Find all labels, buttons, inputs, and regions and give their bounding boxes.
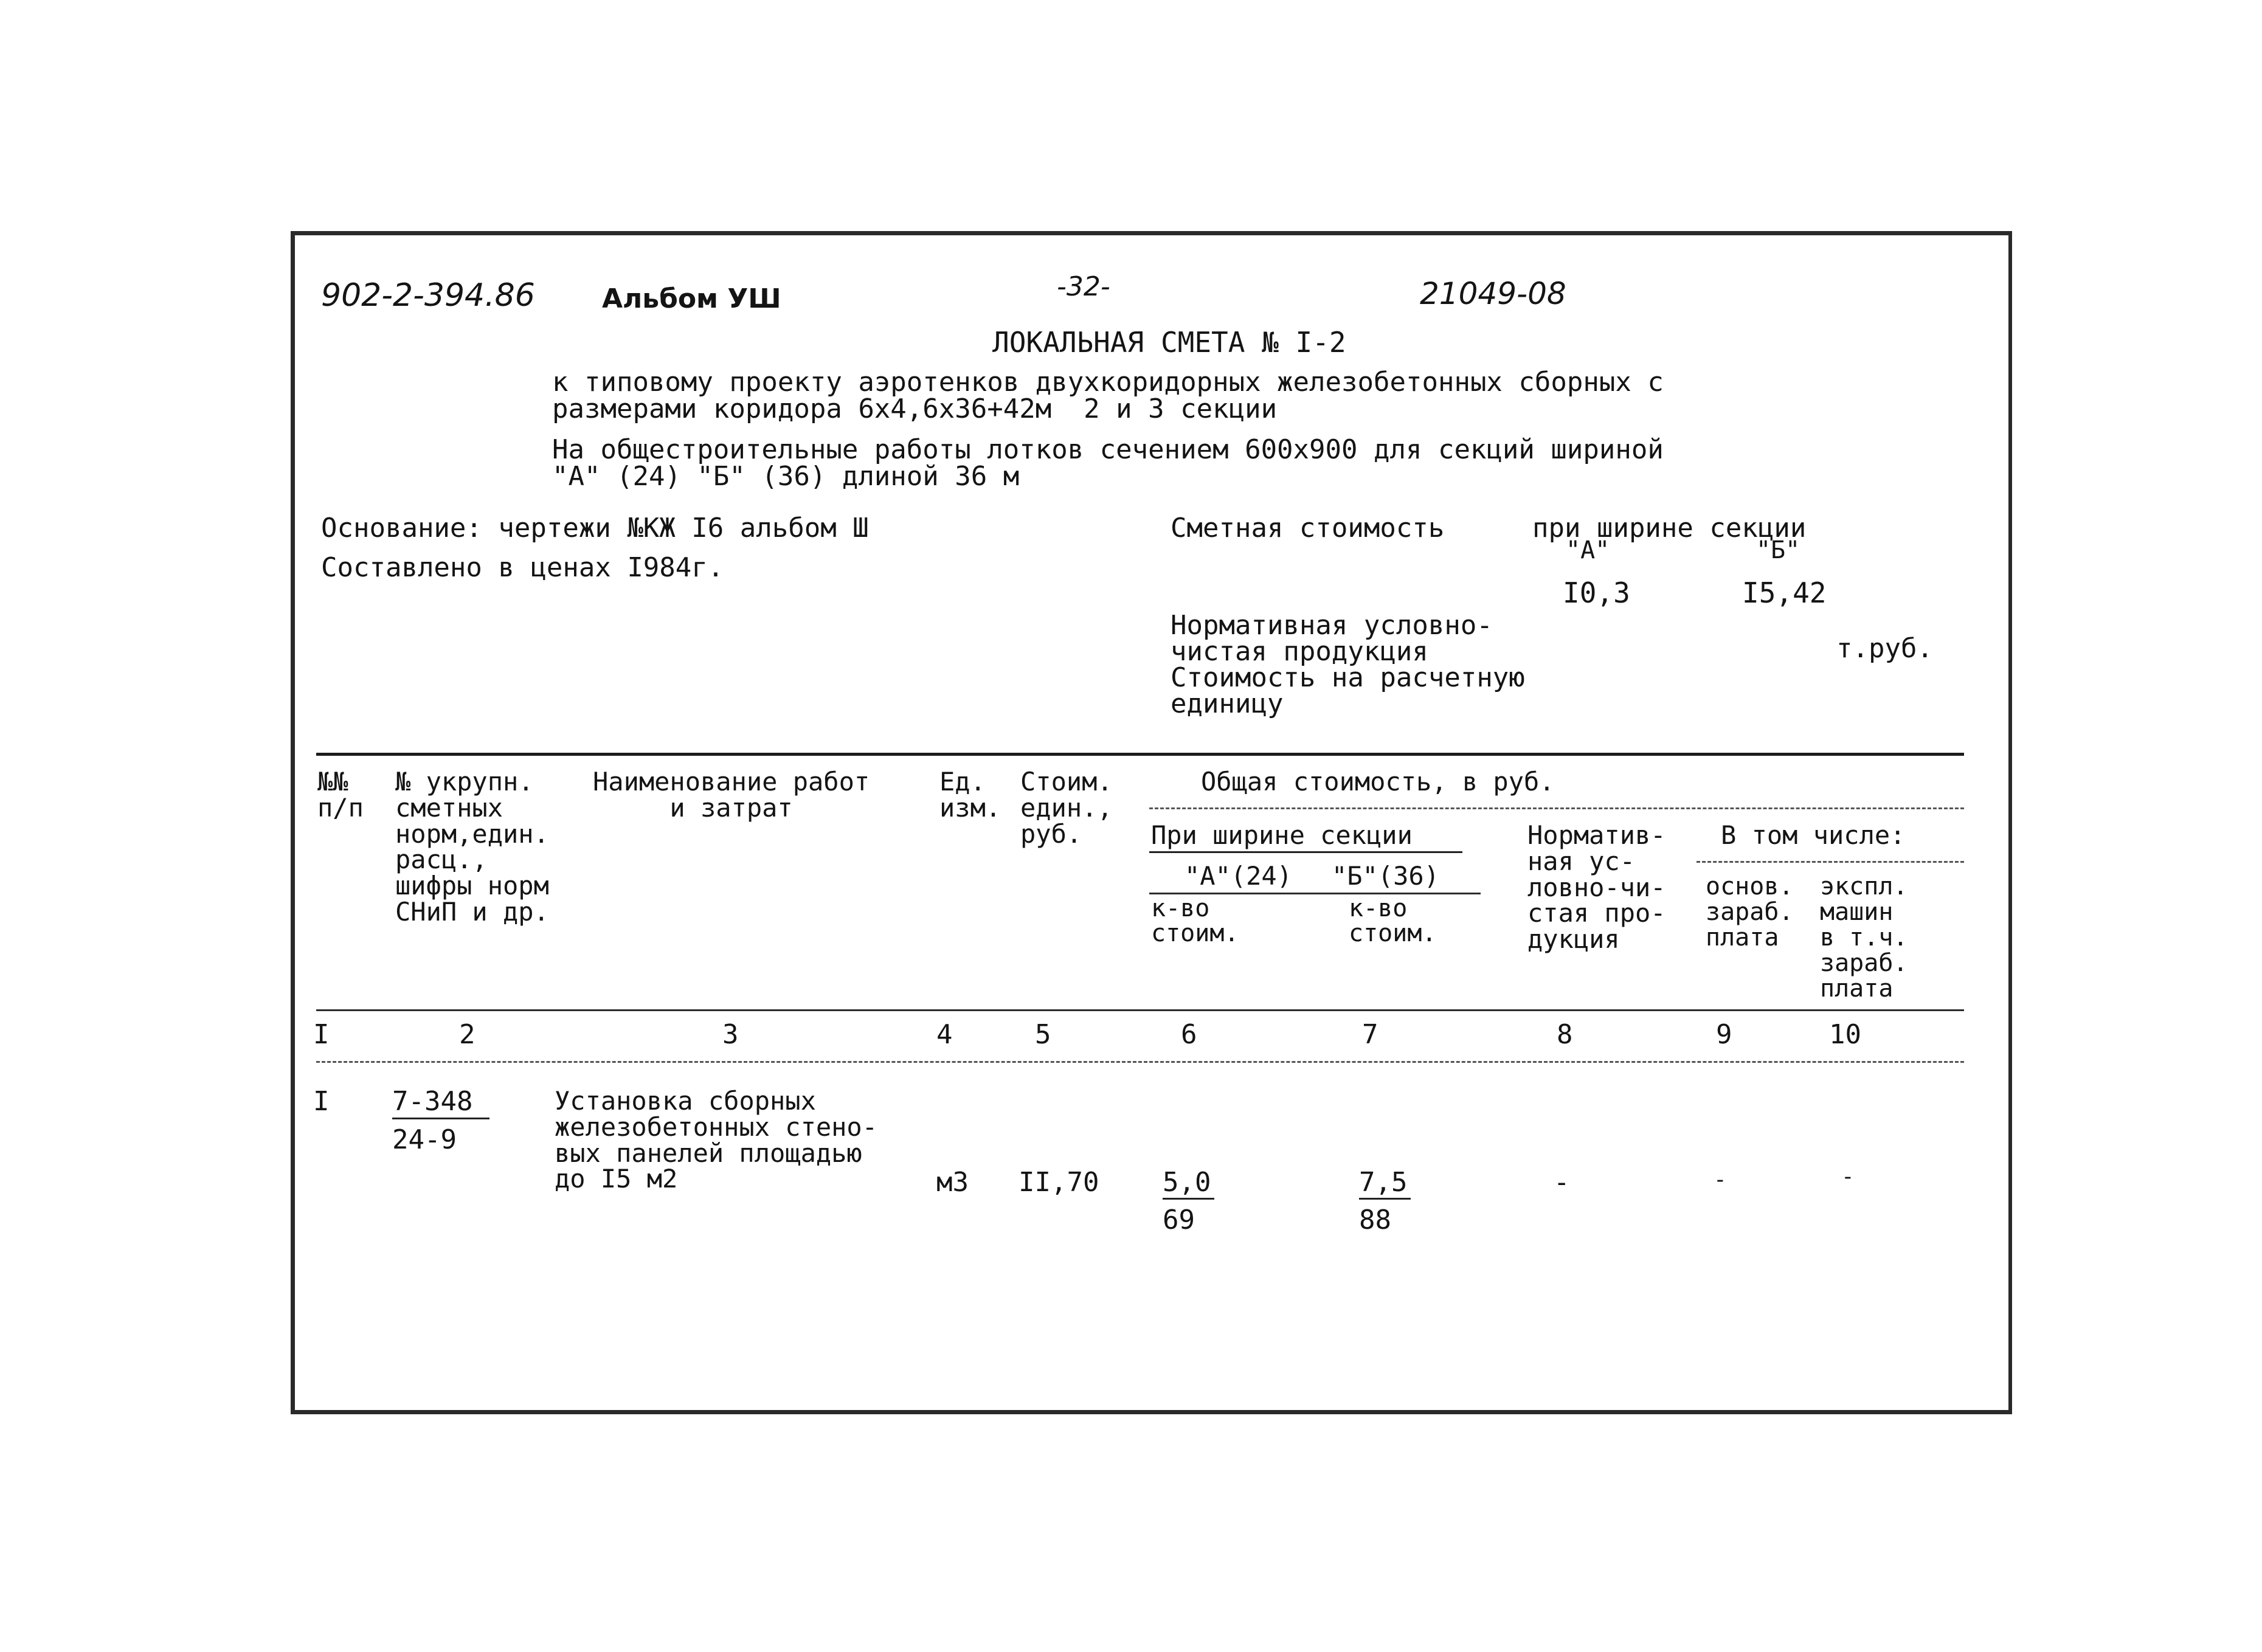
column-numbers-rule	[316, 1061, 1964, 1063]
row-1-number: I	[313, 1086, 330, 1117]
col-number-4: 4	[936, 1019, 953, 1050]
title-line-3: На общестроительные работы лотков сечением 600х900 для секций шириной	[552, 434, 1664, 465]
row-1-a-divider	[1163, 1198, 1214, 1200]
row-1-a-cost: 69	[1163, 1204, 1195, 1236]
col-number-2: 2	[459, 1019, 476, 1050]
row-1-col-9: -	[1714, 1167, 1727, 1192]
row-1-b-qty: 7,5	[1359, 1167, 1408, 1198]
col-number-10: 10	[1829, 1019, 1861, 1050]
row-1-code-divider	[392, 1118, 489, 1119]
row-1-b-cost: 88	[1359, 1204, 1391, 1236]
width-section-underline	[1149, 851, 1462, 853]
header-col-8: Норматив- ная ус- ловно-чи- стая про- дукция	[1527, 820, 1666, 955]
header-col-5: Стоим. един., руб.	[1020, 767, 1113, 849]
header-col-4: Ед. изм.	[939, 767, 1001, 823]
header-a24: "А"(24)	[1185, 861, 1293, 891]
header-total-cost: Общая стоимость, в руб.	[1201, 767, 1555, 797]
title-line-2: размерами коридора 6х4,6х36+42м 2 и 3 секции	[552, 393, 1278, 424]
estimated-cost-label: Сметная стоимость	[1171, 513, 1445, 544]
section-a-label: "А"	[1566, 536, 1610, 564]
col-number-8: 8	[1557, 1019, 1573, 1050]
col-number-9: 9	[1716, 1019, 1732, 1050]
header-col-10: экспл. машин в т.ч. зараб. плата	[1820, 873, 1908, 1003]
album-label: Альбом УШ	[602, 283, 781, 314]
estimate-title: ЛОКАЛЬНАЯ СМЕТА № I-2	[992, 326, 1346, 359]
table-top-rule	[316, 753, 1964, 756]
sheet-code: 21049-08	[1420, 276, 1566, 311]
total-cost-rule	[1149, 807, 1964, 809]
col-number-6: 6	[1181, 1019, 1197, 1050]
title-line-4: "А" (24) "Б" (36) длиной 36 м	[552, 461, 1020, 492]
header-col-9: основ. зараб. плата	[1706, 873, 1794, 952]
header-b36: "Б"(36)	[1332, 861, 1440, 891]
prices-text: Составлено в ценах I984г.	[321, 552, 724, 583]
col-number-5: 5	[1035, 1019, 1051, 1050]
doc-number: 902-2-394.86	[321, 277, 535, 314]
col-number-3: 3	[722, 1019, 739, 1050]
row-1-code-top: 7-348	[392, 1086, 473, 1117]
row-1-code-bottom: 24-9	[392, 1124, 457, 1155]
header-qty-cost-a: к-во стоим.	[1151, 894, 1239, 947]
section-b-label: "Б"	[1756, 536, 1800, 564]
col-number-7: 7	[1362, 1019, 1378, 1050]
header-width-section: При ширине секции	[1151, 820, 1413, 850]
row-1-unit: м3	[936, 1167, 969, 1198]
row-1-b-divider	[1359, 1198, 1411, 1200]
estimated-cost-a: I0,3	[1563, 576, 1630, 609]
unit-cost-label-1: Стоимость на расчетную	[1171, 662, 1525, 693]
estimated-cost-b: I5,42	[1742, 576, 1827, 609]
header-col-1: №№ п/п	[317, 767, 364, 823]
normative-label-1: Нормативная условно-	[1171, 610, 1493, 641]
row-1-a-qty: 5,0	[1163, 1167, 1211, 1198]
basis-text: Основание: чертежи №КЖ I6 альбом Ш	[321, 513, 869, 544]
title-line-1: к типовому проекту аэротенков двухкоридорных железобетонных сборных с	[552, 367, 1664, 398]
header-col-3: Наименование работ и затрат	[593, 767, 870, 823]
header-qty-cost-b: к-во стоим.	[1349, 894, 1437, 947]
header-bottom-rule	[316, 1009, 1964, 1011]
row-1-name: Установка сборных железобетонных стено- вых панелей площадью до I5 м2	[555, 1086, 878, 1194]
unit-label: т.руб.	[1836, 633, 1933, 664]
incl-rule	[1696, 861, 1964, 863]
row-1-col-10: -	[1841, 1164, 1855, 1189]
row-1-price: II,70	[1019, 1167, 1099, 1198]
normative-label-2: чистая продукция	[1171, 636, 1428, 667]
unit-cost-label-2: единицу	[1171, 688, 1284, 719]
page-number: -32-	[1057, 271, 1110, 302]
header-col-2: № укрупн. сметных норм,един. расц., шифры норм СНиП и др.	[395, 767, 549, 927]
row-1-col-8: -	[1554, 1167, 1570, 1198]
section-width-label: при ширине секции	[1532, 513, 1807, 544]
header-including: В том числе:	[1721, 820, 1906, 850]
col-number-1: I	[313, 1019, 330, 1050]
